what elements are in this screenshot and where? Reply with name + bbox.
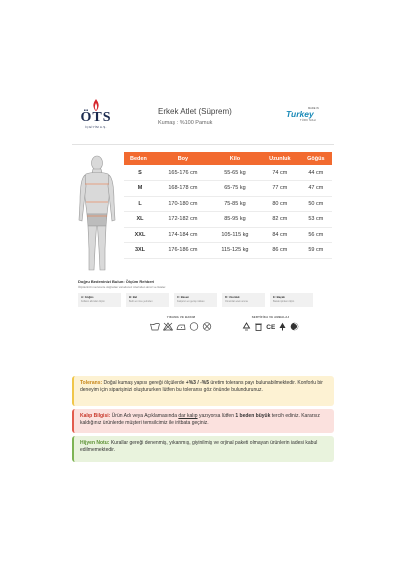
guide-item-text: Kalçanın en geniş noktası bbox=[177, 300, 205, 303]
table-cell: S bbox=[124, 165, 156, 181]
fit-text-b: yazıyorsa lütfen bbox=[197, 413, 236, 419]
hygiene-note bbox=[72, 436, 334, 462]
table-cell: 174-184 cm bbox=[156, 227, 210, 243]
origin-country: Turkey bbox=[286, 109, 314, 119]
measurement-guide bbox=[72, 279, 334, 307]
tolerance-text-b: üretim tolerans payı bulunabilmektedir. Konforlu bir deneyim için siparişinizi oluştururken lütfen bu toleransı göz önünde bulundurunuz. bbox=[80, 380, 323, 393]
table-row bbox=[124, 227, 332, 243]
table-cell: 50 cm bbox=[300, 196, 332, 212]
green-dot-icon bbox=[290, 322, 299, 331]
guide-title: Doğru Bedeninizi Bulun: Ölçüm Rehberi bbox=[78, 279, 155, 284]
table-cell: 86 cm bbox=[260, 243, 300, 259]
table-cell: 59 cm bbox=[300, 243, 332, 259]
table-row bbox=[124, 243, 332, 259]
product-fabric: Kumaş : %100 Pamuk bbox=[158, 120, 213, 126]
table-cell: L bbox=[124, 196, 156, 212]
table-cell: 176-186 cm bbox=[156, 243, 210, 259]
trash-icon bbox=[254, 322, 263, 331]
table-cell: XL bbox=[124, 212, 156, 228]
brand-logo bbox=[78, 99, 114, 129]
table-cell: 55-65 kg bbox=[210, 165, 260, 181]
size-table bbox=[124, 152, 332, 259]
header-cell: Göğüs bbox=[300, 152, 332, 165]
table-cell: 65-75 kg bbox=[210, 181, 260, 197]
tolerance-range: +%3 / -%5 bbox=[185, 380, 210, 386]
table-cell: 74 cm bbox=[260, 165, 300, 181]
table-cell: XXL bbox=[124, 227, 156, 243]
header-cell: Kilo bbox=[210, 152, 260, 165]
table-cell: 82 cm bbox=[260, 212, 300, 228]
table-cell: 165-176 cm bbox=[156, 165, 210, 181]
table-cell: 47 cm bbox=[300, 181, 332, 197]
recycle-icon bbox=[242, 322, 251, 331]
fit-label: Kalıp Bilgisi: bbox=[80, 413, 111, 419]
certificate-icons bbox=[242, 322, 299, 331]
fit-note bbox=[72, 409, 334, 433]
table-cell: 172-182 cm bbox=[156, 212, 210, 228]
table-cell: 53 cm bbox=[300, 212, 332, 228]
table-cell: 84 cm bbox=[260, 227, 300, 243]
guide-description: Ölçülerinizi mezura ile doğrudan vücudunuz üzerinden alınız ve listeler. bbox=[78, 285, 166, 289]
iron-icon bbox=[176, 322, 186, 331]
fit-text-a: Ürün Adı veya Açıklamasında bbox=[110, 413, 179, 419]
body-figure-icon bbox=[76, 154, 118, 274]
certificate-title: SERTİFİKA VE AMBALAJ bbox=[251, 315, 290, 319]
guide-item-label: D: Uzunluk bbox=[225, 295, 240, 299]
guide-item bbox=[126, 293, 169, 307]
table-row bbox=[124, 181, 332, 197]
size-table-header bbox=[124, 152, 332, 165]
table-cell: 115-125 kg bbox=[210, 243, 260, 259]
table-cell: 56 cm bbox=[300, 227, 332, 243]
certificate-group bbox=[242, 315, 299, 331]
table-cell: 75-85 kg bbox=[210, 196, 260, 212]
guide-item-text: Omuzdan etek ucuna bbox=[225, 300, 248, 303]
product-title: Erkek Atlet (Süprem) bbox=[158, 107, 232, 116]
wash-30-icon bbox=[150, 322, 160, 331]
origin-badge bbox=[286, 107, 326, 122]
table-row bbox=[124, 165, 332, 181]
header-cell: Beden bbox=[124, 152, 156, 165]
size-chart-sheet bbox=[72, 95, 334, 339]
table-cell: 3XL bbox=[124, 243, 156, 259]
header-cell: Boy bbox=[156, 152, 210, 165]
guide-item bbox=[78, 293, 121, 307]
guide-item bbox=[270, 293, 313, 307]
svg-text:CE: CE bbox=[266, 324, 275, 331]
origin-sub: TÜRK MALI bbox=[300, 119, 317, 122]
no-bleach-icon bbox=[163, 322, 173, 331]
header-cell: Uzunluk bbox=[260, 152, 300, 165]
table-cell: M bbox=[124, 181, 156, 197]
table-cell: 85-95 kg bbox=[210, 212, 260, 228]
tolerance-text-a: Doğal kumaş yapısı gereği ölçülerde bbox=[102, 380, 186, 386]
washing-care-icons bbox=[150, 322, 212, 331]
guide-item bbox=[174, 293, 217, 307]
fit-bold: 1 beden büyük bbox=[235, 413, 271, 419]
washing-care-title: YIKAMA VE BAKIM bbox=[166, 315, 196, 319]
origin-made-in: MADE IN bbox=[308, 107, 319, 110]
washing-care-group bbox=[150, 315, 212, 331]
guide-item bbox=[222, 293, 265, 307]
table-cell: 80 cm bbox=[260, 196, 300, 212]
guide-item-text: Belin en ince yerinden bbox=[129, 300, 153, 303]
guide-items bbox=[78, 293, 334, 307]
sheet-header bbox=[72, 95, 334, 145]
guide-item-text: Kolların altından ölçün bbox=[81, 300, 105, 303]
guide-item-label: C: Basen bbox=[177, 295, 190, 299]
brand-tagline: İÇGİYİM A.Ş. bbox=[85, 125, 107, 129]
guide-item-label: B: Bel bbox=[129, 295, 138, 299]
guide-item-text: Bacak içinden ölçün bbox=[273, 300, 295, 303]
tolerance-label: Tolerans: bbox=[80, 380, 103, 386]
dry-clean-icon bbox=[189, 322, 199, 331]
table-cell: 44 cm bbox=[300, 165, 332, 181]
hygiene-text: Kurallar gereği denenmiş, yıkanmış, giyinilmiş ve orjinal paketi olmayan ürünlerin iadesi kabul edilmemektedir. bbox=[80, 440, 318, 453]
fit-underline: dar kalıp bbox=[178, 413, 198, 419]
table-cell: 170-180 cm bbox=[156, 196, 210, 212]
table-cell: 168-178 cm bbox=[156, 181, 210, 197]
tolerance-note bbox=[72, 376, 334, 406]
table-row bbox=[124, 196, 332, 212]
table-row bbox=[124, 212, 332, 228]
guide-item-label: E: Baçak bbox=[273, 295, 285, 299]
hygiene-label: Hijyen Notu: bbox=[80, 440, 110, 446]
product-info bbox=[158, 107, 232, 126]
guide-item-label: A: Göğüs bbox=[81, 295, 94, 299]
fit-text-c: tercih ediniz. Kararsız kaldığınız ürünlerde müşteri temsilcimiz ile iritbata geçiniz. bbox=[80, 413, 320, 426]
table-cell: 77 cm bbox=[260, 181, 300, 197]
size-area bbox=[72, 150, 334, 275]
care-section bbox=[72, 315, 334, 339]
table-cell: 105-115 kg bbox=[210, 227, 260, 243]
ce-mark-icon bbox=[266, 322, 275, 331]
no-tumble-dry-icon bbox=[202, 322, 212, 331]
tree-icon bbox=[278, 322, 287, 331]
brand-name: ÖTS bbox=[80, 110, 112, 125]
